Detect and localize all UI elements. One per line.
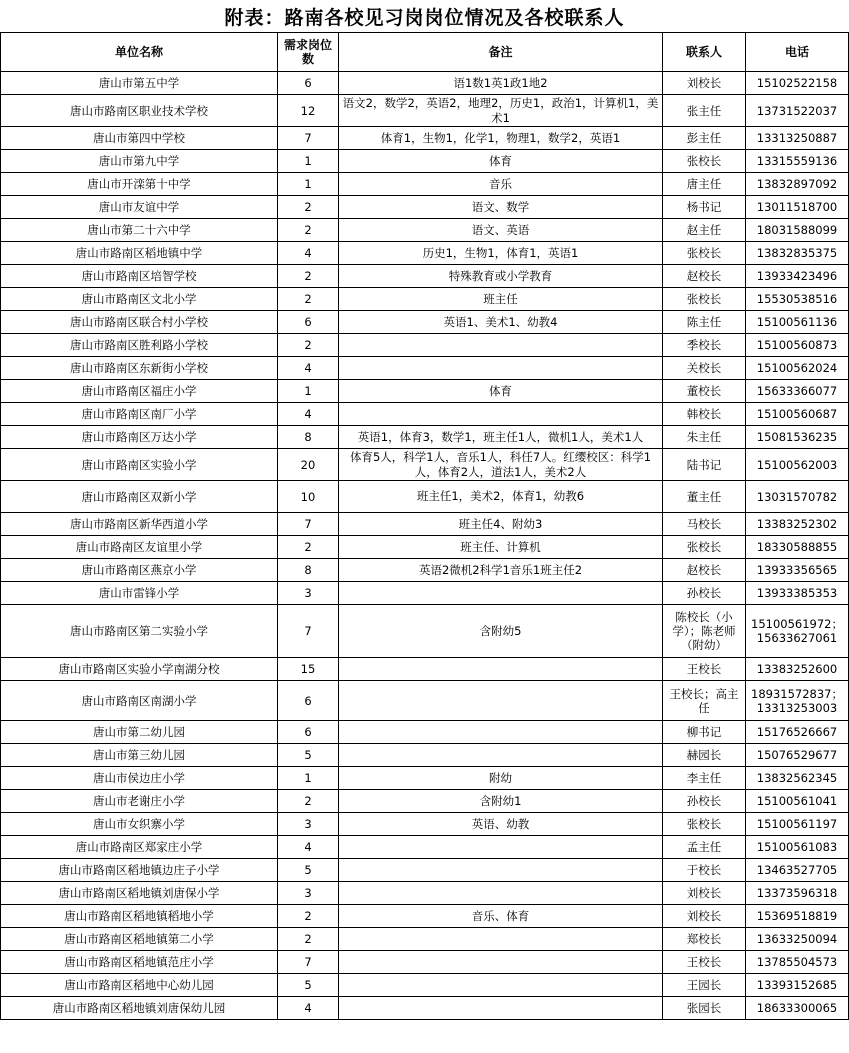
cell-count: 2 xyxy=(278,265,339,288)
cell-unit: 唐山市路南区东新街小学校 xyxy=(1,357,278,380)
cell-note xyxy=(339,681,663,721)
cell-contact: 关校长 xyxy=(663,357,746,380)
cell-count: 4 xyxy=(278,836,339,859)
cell-phone: 13785504573 xyxy=(746,951,849,974)
cell-contact: 杨书记 xyxy=(663,196,746,219)
table-header-row xyxy=(1,33,849,72)
cell-count: 4 xyxy=(278,242,339,265)
cell-unit: 唐山市路南区第二实验小学 xyxy=(1,605,278,658)
cell-note: 语文、英语 xyxy=(339,219,663,242)
cell-unit: 唐山市路南区南厂小学 xyxy=(1,403,278,426)
cell-contact: 张校长 xyxy=(663,150,746,173)
cell-unit: 唐山市路南区福庄小学 xyxy=(1,380,278,403)
cell-count: 6 xyxy=(278,721,339,744)
cell-note xyxy=(339,357,663,380)
table-body xyxy=(1,72,849,1020)
cell-note: 班主任、计算机 xyxy=(339,536,663,559)
table-row xyxy=(1,380,849,403)
cell-unit: 唐山市路南区燕京小学 xyxy=(1,559,278,582)
cell-count: 3 xyxy=(278,582,339,605)
cell-phone: 18330588855 xyxy=(746,536,849,559)
cell-count: 6 xyxy=(278,681,339,721)
cell-count: 4 xyxy=(278,997,339,1020)
cell-unit: 唐山市路南区稻地镇边庄子小学 xyxy=(1,859,278,882)
cell-contact: 赵校长 xyxy=(663,265,746,288)
cell-contact: 张校长 xyxy=(663,536,746,559)
table-row xyxy=(1,426,849,449)
cell-contact: 王校长 xyxy=(663,658,746,681)
cell-phone: 15100561041 xyxy=(746,790,849,813)
cell-note: 体育 xyxy=(339,380,663,403)
cell-note xyxy=(339,721,663,744)
cell-contact: 赫园长 xyxy=(663,744,746,767)
table-row xyxy=(1,357,849,380)
cell-phone: 13933385353 xyxy=(746,582,849,605)
table-row xyxy=(1,951,849,974)
cell-contact: 孙校长 xyxy=(663,790,746,813)
cell-note: 体育 xyxy=(339,150,663,173)
cell-phone: 13011518700 xyxy=(746,196,849,219)
cell-contact: 董校长 xyxy=(663,380,746,403)
cell-unit: 唐山市第二幼儿园 xyxy=(1,721,278,744)
table-row xyxy=(1,658,849,681)
cell-note: 英语1、美术1、幼教4 xyxy=(339,311,663,334)
cell-note xyxy=(339,997,663,1020)
cell-count: 4 xyxy=(278,403,339,426)
cell-phone: 13832562345 xyxy=(746,767,849,790)
cell-contact: 赵校长 xyxy=(663,559,746,582)
cell-count: 6 xyxy=(278,311,339,334)
cell-phone: 15102522158 xyxy=(746,72,849,95)
cell-contact: 李主任 xyxy=(663,767,746,790)
cell-count: 5 xyxy=(278,974,339,997)
cell-contact: 陈校长（小学）；陈老师（附幼） xyxy=(663,605,746,658)
cell-note xyxy=(339,974,663,997)
cell-note: 英语、幼教 xyxy=(339,813,663,836)
table-row xyxy=(1,536,849,559)
cell-phone: 15100560687 xyxy=(746,403,849,426)
cell-unit: 唐山市路南区双新小学 xyxy=(1,481,278,513)
cell-phone: 13383252600 xyxy=(746,658,849,681)
cell-contact: 郑校长 xyxy=(663,928,746,951)
table-row xyxy=(1,997,849,1020)
cell-contact: 马校长 xyxy=(663,513,746,536)
cell-phone: 13313250887 xyxy=(746,127,849,150)
cell-contact: 孙校长 xyxy=(663,582,746,605)
cell-count: 7 xyxy=(278,605,339,658)
cell-phone: 15369518819 xyxy=(746,905,849,928)
cell-count: 3 xyxy=(278,882,339,905)
cell-unit: 唐山市路南区实验小学南湖分校 xyxy=(1,658,278,681)
cell-count: 6 xyxy=(278,72,339,95)
cell-count: 20 xyxy=(278,449,339,481)
cell-contact: 王园长 xyxy=(663,974,746,997)
table-row xyxy=(1,334,849,357)
cell-contact: 张校长 xyxy=(663,242,746,265)
cell-phone: 13933423496 xyxy=(746,265,849,288)
cell-note: 英语1，体育3，数学1，班主任1人，微机1人，美术1人 xyxy=(339,426,663,449)
table-row xyxy=(1,813,849,836)
cell-unit: 唐山市路南区稻地镇范庄小学 xyxy=(1,951,278,974)
table-row xyxy=(1,95,849,127)
cell-unit: 唐山市开滦第十中学 xyxy=(1,173,278,196)
cell-contact: 季校长 xyxy=(663,334,746,357)
cell-phone: 13933356565 xyxy=(746,559,849,582)
cell-note xyxy=(339,403,663,426)
table-row xyxy=(1,72,849,95)
cell-unit: 唐山市雷锋小学 xyxy=(1,582,278,605)
cell-phone: 15076529677 xyxy=(746,744,849,767)
cell-unit: 唐山市路南区南湖小学 xyxy=(1,681,278,721)
cell-count: 2 xyxy=(278,334,339,357)
cell-contact: 王校长 xyxy=(663,951,746,974)
header-contact: 联系人 xyxy=(663,33,746,72)
table-row xyxy=(1,790,849,813)
cell-count: 7 xyxy=(278,513,339,536)
cell-contact: 孟主任 xyxy=(663,836,746,859)
cell-count: 8 xyxy=(278,426,339,449)
cell-unit: 唐山市路南区万达小学 xyxy=(1,426,278,449)
table-row xyxy=(1,605,849,658)
cell-phone: 13731522037 xyxy=(746,95,849,127)
cell-unit: 唐山市女织寨小学 xyxy=(1,813,278,836)
cell-count: 3 xyxy=(278,813,339,836)
cell-count: 5 xyxy=(278,744,339,767)
cell-contact: 唐主任 xyxy=(663,173,746,196)
table-row xyxy=(1,311,849,334)
table-row xyxy=(1,744,849,767)
cell-phone: 15530538516 xyxy=(746,288,849,311)
cell-count: 2 xyxy=(278,790,339,813)
table-row xyxy=(1,721,849,744)
table-row xyxy=(1,265,849,288)
cell-unit: 唐山市第九中学 xyxy=(1,150,278,173)
table-row xyxy=(1,403,849,426)
cell-count: 2 xyxy=(278,196,339,219)
header-phone: 电话 xyxy=(746,33,849,72)
cell-note: 含附幼1 xyxy=(339,790,663,813)
cell-phone: 15081536235 xyxy=(746,426,849,449)
table-row xyxy=(1,928,849,951)
cell-contact: 陈主任 xyxy=(663,311,746,334)
cell-count: 7 xyxy=(278,951,339,974)
cell-note xyxy=(339,859,663,882)
cell-count: 2 xyxy=(278,928,339,951)
cell-count: 7 xyxy=(278,127,339,150)
cell-note: 体育1，生物1，化学1，物理1，数学2，英语1 xyxy=(339,127,663,150)
cell-unit: 唐山市路南区稻地中心幼儿园 xyxy=(1,974,278,997)
cell-phone: 13832897092 xyxy=(746,173,849,196)
cell-phone: 13463527705 xyxy=(746,859,849,882)
cell-phone: 13393152685 xyxy=(746,974,849,997)
cell-phone: 15100561136 xyxy=(746,311,849,334)
schools-table xyxy=(0,32,849,1020)
cell-unit: 唐山市第四中学校 xyxy=(1,127,278,150)
cell-phone: 13031570782 xyxy=(746,481,849,513)
table-row xyxy=(1,859,849,882)
cell-note: 体育5人，科学1人，音乐1人，科任7人。红缨校区：科学1人，体育2人，道法1人，美术2人 xyxy=(339,449,663,481)
cell-contact: 张主任 xyxy=(663,95,746,127)
cell-note: 音乐、体育 xyxy=(339,905,663,928)
cell-note xyxy=(339,744,663,767)
cell-contact: 张园长 xyxy=(663,997,746,1020)
cell-phone: 15100561083 xyxy=(746,836,849,859)
cell-contact: 于校长 xyxy=(663,859,746,882)
cell-note: 音乐 xyxy=(339,173,663,196)
cell-contact: 彭主任 xyxy=(663,127,746,150)
cell-phone: 18633300065 xyxy=(746,997,849,1020)
cell-note: 班主任4、附幼3 xyxy=(339,513,663,536)
cell-contact: 朱主任 xyxy=(663,426,746,449)
table-row xyxy=(1,288,849,311)
cell-unit: 唐山市路南区友谊里小学 xyxy=(1,536,278,559)
cell-unit: 唐山市路南区稻地镇第二小学 xyxy=(1,928,278,951)
cell-phone: 13383252302 xyxy=(746,513,849,536)
cell-phone: 15100560873 xyxy=(746,334,849,357)
cell-count: 1 xyxy=(278,380,339,403)
cell-count: 1 xyxy=(278,173,339,196)
cell-note: 语1数1英1政1地2 xyxy=(339,72,663,95)
table-row xyxy=(1,974,849,997)
table-row xyxy=(1,559,849,582)
cell-unit: 唐山市路南区培智学校 xyxy=(1,265,278,288)
cell-unit: 唐山市友谊中学 xyxy=(1,196,278,219)
table-row xyxy=(1,582,849,605)
cell-note: 班主任1，美术2，体育1，幼教6 xyxy=(339,481,663,513)
cell-note xyxy=(339,582,663,605)
cell-contact: 柳书记 xyxy=(663,721,746,744)
cell-note: 班主任 xyxy=(339,288,663,311)
cell-note: 英语2微机2科学1音乐1班主任2 xyxy=(339,559,663,582)
cell-phone: 18931572837；13313253003 xyxy=(746,681,849,721)
cell-note: 语文、数学 xyxy=(339,196,663,219)
cell-count: 2 xyxy=(278,219,339,242)
cell-phone: 13373596318 xyxy=(746,882,849,905)
cell-phone: 15100562003 xyxy=(746,449,849,481)
cell-count: 1 xyxy=(278,150,339,173)
cell-unit: 唐山市路南区实验小学 xyxy=(1,449,278,481)
cell-phone: 15633366077 xyxy=(746,380,849,403)
cell-count: 4 xyxy=(278,357,339,380)
cell-note: 历史1，生物1，体育1，英语1 xyxy=(339,242,663,265)
table-row xyxy=(1,127,849,150)
cell-count: 2 xyxy=(278,536,339,559)
cell-unit: 唐山市路南区新华西道小学 xyxy=(1,513,278,536)
table-row xyxy=(1,882,849,905)
table-row xyxy=(1,836,849,859)
cell-phone: 18031588099 xyxy=(746,219,849,242)
cell-contact: 董主任 xyxy=(663,481,746,513)
page-title: 附表：路南各校见习岗岗位情况及各校联系人 xyxy=(224,7,625,29)
cell-contact: 王校长；高主任 xyxy=(663,681,746,721)
cell-note xyxy=(339,334,663,357)
cell-count: 2 xyxy=(278,905,339,928)
cell-unit: 唐山市路南区稻地镇刘唐保幼儿园 xyxy=(1,997,278,1020)
table-row xyxy=(1,150,849,173)
cell-phone: 13832835375 xyxy=(746,242,849,265)
cell-unit: 唐山市侯边庄小学 xyxy=(1,767,278,790)
cell-contact: 刘校长 xyxy=(663,882,746,905)
table-row xyxy=(1,196,849,219)
table-row xyxy=(1,173,849,196)
cell-unit: 唐山市路南区郑家庄小学 xyxy=(1,836,278,859)
table-row xyxy=(1,513,849,536)
cell-unit: 唐山市路南区联合村小学校 xyxy=(1,311,278,334)
cell-unit: 唐山市第五中学 xyxy=(1,72,278,95)
cell-phone: 15100562024 xyxy=(746,357,849,380)
table-row xyxy=(1,481,849,513)
cell-contact: 赵主任 xyxy=(663,219,746,242)
cell-count: 8 xyxy=(278,559,339,582)
cell-contact: 陆书记 xyxy=(663,449,746,481)
table-row xyxy=(1,767,849,790)
header-count: 需求岗位数 xyxy=(278,33,339,72)
cell-unit: 唐山市第二十六中学 xyxy=(1,219,278,242)
table-row xyxy=(1,219,849,242)
cell-note xyxy=(339,928,663,951)
cell-note: 含附幼5 xyxy=(339,605,663,658)
cell-count: 1 xyxy=(278,767,339,790)
header-note: 备注 xyxy=(339,33,663,72)
cell-count: 12 xyxy=(278,95,339,127)
cell-count: 2 xyxy=(278,288,339,311)
cell-unit: 唐山市老谢庄小学 xyxy=(1,790,278,813)
header-unit: 单位名称 xyxy=(1,33,278,72)
cell-count: 10 xyxy=(278,481,339,513)
cell-note xyxy=(339,882,663,905)
cell-note: 特殊教育或小学教育 xyxy=(339,265,663,288)
cell-unit: 唐山市路南区稻地镇刘唐保小学 xyxy=(1,882,278,905)
cell-note xyxy=(339,836,663,859)
cell-count: 5 xyxy=(278,859,339,882)
cell-unit: 唐山市路南区稻地镇中学 xyxy=(1,242,278,265)
cell-count: 15 xyxy=(278,658,339,681)
cell-phone: 15176526667 xyxy=(746,721,849,744)
table-row xyxy=(1,242,849,265)
cell-contact: 刘校长 xyxy=(663,72,746,95)
cell-unit: 唐山市路南区胜利路小学校 xyxy=(1,334,278,357)
cell-phone: 15100561972；15633627061 xyxy=(746,605,849,658)
cell-phone: 13315559136 xyxy=(746,150,849,173)
cell-phone: 15100561197 xyxy=(746,813,849,836)
cell-contact: 刘校长 xyxy=(663,905,746,928)
cell-note xyxy=(339,658,663,681)
cell-note xyxy=(339,951,663,974)
cell-note: 附幼 xyxy=(339,767,663,790)
cell-unit: 唐山市路南区职业技术学校 xyxy=(1,95,278,127)
table-row xyxy=(1,449,849,481)
cell-contact: 韩校长 xyxy=(663,403,746,426)
cell-note: 语文2，数学2，英语2，地理2，历史1，政治1，计算机1，美术1 xyxy=(339,95,663,127)
cell-contact: 张校长 xyxy=(663,813,746,836)
cell-contact: 张校长 xyxy=(663,288,746,311)
table-row xyxy=(1,905,849,928)
cell-unit: 唐山市路南区文北小学 xyxy=(1,288,278,311)
cell-unit: 唐山市第三幼儿园 xyxy=(1,744,278,767)
cell-unit: 唐山市路南区稻地镇稻地小学 xyxy=(1,905,278,928)
table-row xyxy=(1,681,849,721)
cell-phone: 13633250094 xyxy=(746,928,849,951)
